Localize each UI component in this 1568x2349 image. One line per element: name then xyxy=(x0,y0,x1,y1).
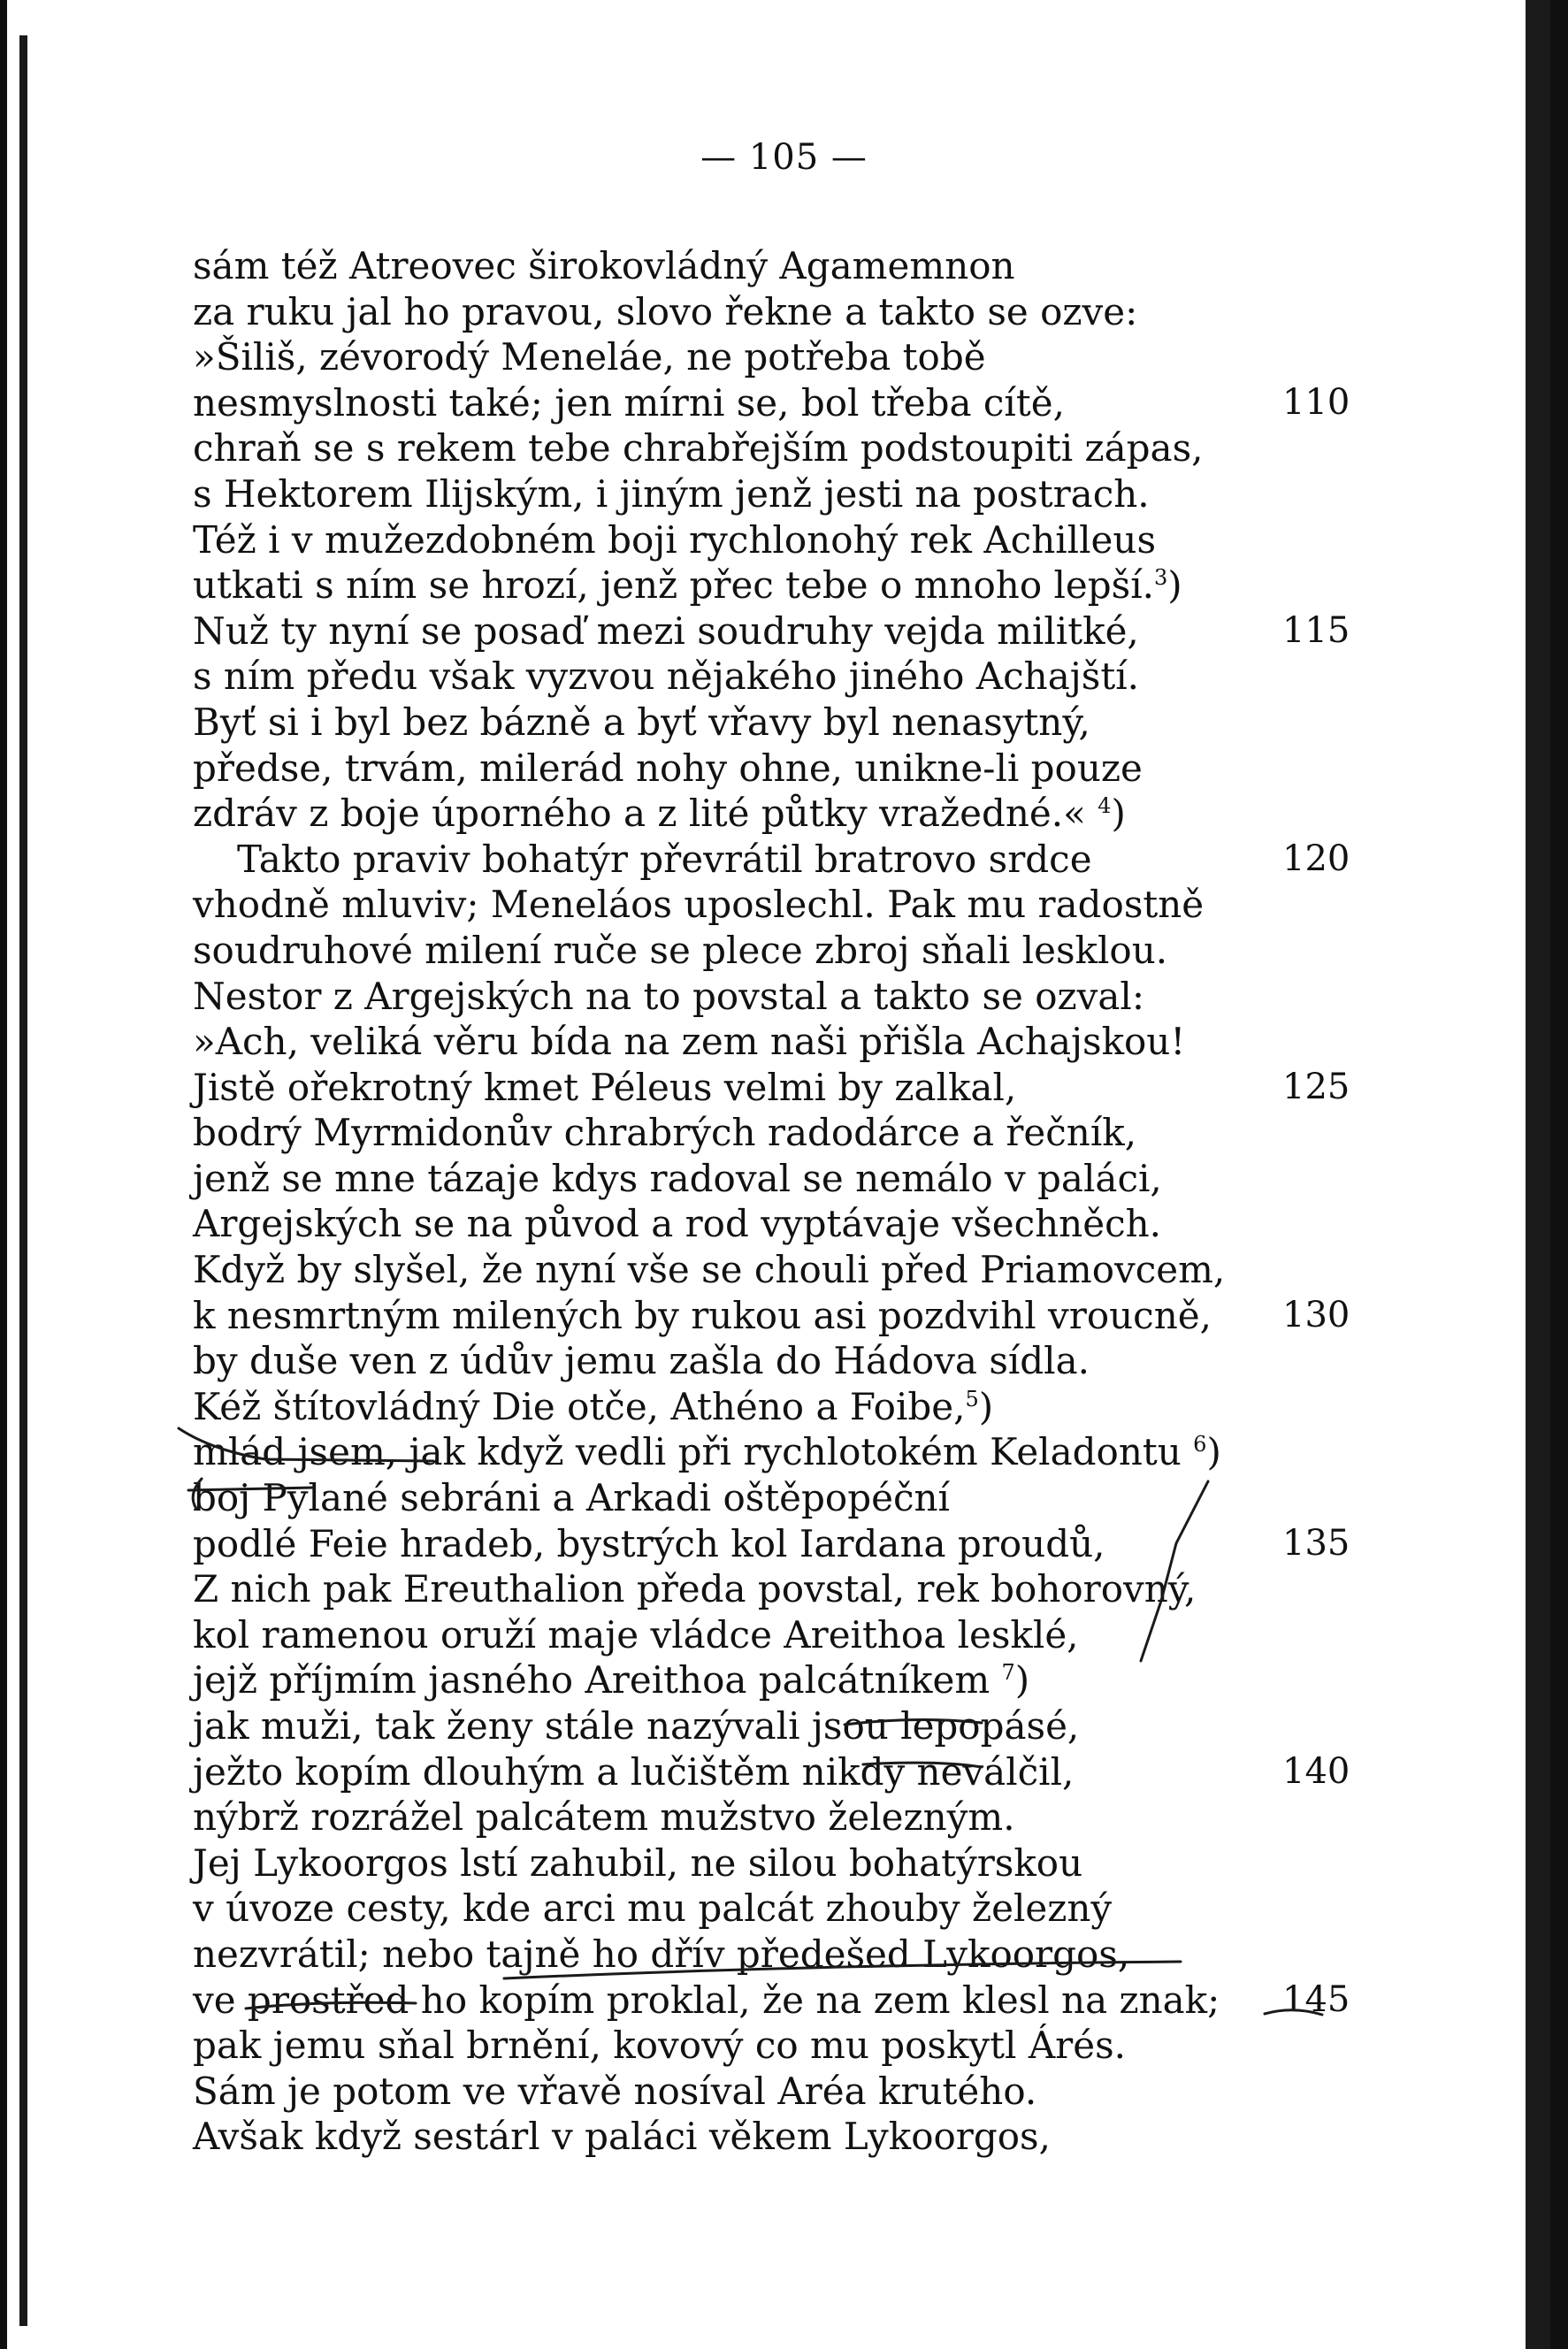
verse-line-text xyxy=(193,792,1126,835)
verse-line xyxy=(193,1019,1369,1065)
verse-text-run: Argejských se na původ a rod vyptávaje všechněch. xyxy=(193,1202,1161,1246)
verse-line-text xyxy=(193,1339,1090,1382)
verse-text-run: mlád jsem, jak když vedli při rychlotokém Keladontu xyxy=(193,1430,1194,1474)
verse-text-run: »Šiliš, zévorodý Meneláe, ne potřeba tobě xyxy=(193,335,986,379)
verse-line-text xyxy=(193,1886,1112,1930)
verse-line xyxy=(193,471,1369,517)
verse-line-text xyxy=(193,1294,1212,1337)
line-number: 135 xyxy=(1282,1522,1350,1564)
verse-line xyxy=(193,1566,1369,1612)
verse-line xyxy=(193,1429,1369,1475)
line-number: 125 xyxy=(1282,1066,1350,1107)
verse-line-text xyxy=(193,746,1143,790)
verse-line-text xyxy=(193,700,1090,744)
verse-line xyxy=(193,974,1369,1020)
verse-text-run: kol ramenou oruží maje vládce Areithoa lesklé, xyxy=(193,1612,1079,1657)
verse-line xyxy=(193,425,1369,471)
verse-line xyxy=(193,1612,1369,1658)
page-number: — 105 — xyxy=(700,137,868,178)
verse-line-text xyxy=(193,1750,1074,1794)
verse-text-run: jejž příjmím jasného Areithoa palcátníkem xyxy=(193,1658,1002,1702)
verse-line xyxy=(193,608,1369,654)
verse-line xyxy=(193,1978,1369,2024)
verse-line-text xyxy=(193,1841,1082,1885)
verse-line xyxy=(193,1293,1369,1339)
verse-text-run: soudruhové milení ruče se plece zbroj sňali lesklou. xyxy=(193,928,1168,972)
verse-text-run: jenž se mne tázaje kdys radoval se nemálo v paláci, xyxy=(193,1156,1162,1200)
verse-text-run: s ním předu však vyzvou nějakého jiného Achajští. xyxy=(193,654,1139,699)
verse-line xyxy=(193,1156,1369,1202)
verse-line-text xyxy=(193,1066,1016,1109)
verse-text-run: ve prostřed ho kopím proklal, že na zem klesl na znak; xyxy=(193,1978,1220,2022)
line-number: 120 xyxy=(1282,838,1350,879)
verse-line xyxy=(193,2114,1369,2160)
footnote-marker: 6 xyxy=(1193,1432,1207,1458)
verse-text-run: podlé Feie hradeb, bystrých kol Iardana proudů, xyxy=(193,1521,1105,1565)
verse-line xyxy=(193,882,1369,928)
verse-text-run: zdráv z boje úporného a z lité půtky vražedné.« xyxy=(193,792,1098,836)
verse-line xyxy=(193,1384,1369,1430)
verse-text-run: Nuž ty nyní se posaď mezi soudruhy vejda militké, xyxy=(193,608,1139,653)
verse-text-run: nýbrž rozrážel palcátem mužstvo železným. xyxy=(193,1795,1015,1840)
page-edge-shadow xyxy=(19,35,27,2326)
verse-line-text xyxy=(193,1795,1015,1839)
verse-line-text xyxy=(193,1704,1079,1748)
verse-text-run: k nesmrtným milených by rukou asi pozdvihl vroucně, xyxy=(193,1293,1212,1337)
verse-line-text xyxy=(193,1658,1029,1702)
verse-line xyxy=(193,334,1369,380)
footnote-paren: ) xyxy=(1206,1430,1221,1474)
verse-text-run: Když by slyšel, že nyní vše se chouli před Priamovcem, xyxy=(193,1248,1226,1292)
verse-line xyxy=(193,1703,1369,1749)
line-number: 110 xyxy=(1282,381,1350,423)
line-number: 145 xyxy=(1282,1978,1350,2020)
verse-line-text xyxy=(193,2070,1036,2113)
verse-line-text xyxy=(193,883,1204,926)
verse-text-run: předse, trvám, milerád nohy ohne, unikne-li pouze xyxy=(193,746,1143,790)
verse-line xyxy=(193,1749,1369,1795)
verse-line xyxy=(193,562,1369,608)
verse-text-run: Byť si i byl bez bázně a byť vřavy byl nenasytný, xyxy=(193,700,1090,744)
verse-line xyxy=(193,243,1369,289)
verse-line-text xyxy=(193,563,1182,607)
footnote-paren: ) xyxy=(978,1384,994,1428)
line-number: 140 xyxy=(1282,1750,1350,1792)
verse-line-text xyxy=(193,1202,1161,1245)
verse-text-run: Avšak když sestárl v paláci věkem Lykoorgos, xyxy=(193,2115,1051,2159)
verse-text-run: v úvoze cesty, kde arci mu palcát zhouby železný xyxy=(193,1886,1113,1931)
verse-line-text xyxy=(193,1157,1162,1200)
verse-line-text xyxy=(193,1932,1129,1976)
verse-text-run: nezvrátil; nebo tajně ho dřív předešed Lykoorgos, xyxy=(193,1932,1130,1976)
verse-line-text xyxy=(193,1567,1196,1611)
verse-text-run: nesmyslnosti také; jen mírni se, bol třeba cítě, xyxy=(193,380,1065,425)
verse-line xyxy=(193,1932,1369,1978)
verse-text-run: Jistě ořekrotný kmet Péleus velmi by zalkal, xyxy=(193,1065,1017,1109)
verse-line xyxy=(193,1521,1369,1567)
verse-text-run: jak muži, tak ženy stále nazývali jsou lepopásé, xyxy=(193,1704,1080,1748)
verse-line-text xyxy=(193,1476,950,1519)
verse-line xyxy=(193,1065,1369,1111)
verse-line xyxy=(193,1657,1369,1703)
verse-line-text xyxy=(193,654,1139,698)
verse-text-run: by duše ven z údův jemu zašla do Hádova sídla. xyxy=(193,1339,1090,1383)
verse-line-text xyxy=(193,2024,1126,2067)
footnote-paren: ) xyxy=(1111,792,1126,836)
verse-text-run: ježto kopím dlouhým a lučištěm nikdy neválčil, xyxy=(193,1749,1075,1794)
footnote-marker: 3 xyxy=(1154,565,1168,591)
verse-line xyxy=(193,289,1369,335)
verse-line xyxy=(193,380,1369,426)
verse-line-text xyxy=(193,1430,1221,1473)
verse-line-text xyxy=(193,1978,1220,2022)
verse-line xyxy=(193,791,1369,837)
verse-text-run: Jej Lykoorgos lstí zahubil, ne silou bohatýrskou xyxy=(193,1840,1083,1885)
verse-line xyxy=(193,1247,1369,1293)
verse-line xyxy=(193,1110,1369,1156)
verse-line xyxy=(193,2069,1369,2115)
verse-text-run: Takto praviv bohatýr převrátil bratrovo srdce xyxy=(237,837,1092,881)
verse-line xyxy=(193,837,1369,883)
footnote-paren: ) xyxy=(1014,1658,1030,1702)
verse-line-text xyxy=(193,290,1137,333)
verse-line-text xyxy=(193,1111,1136,1154)
verse-line xyxy=(193,1794,1369,1840)
verse-line-text xyxy=(193,929,1167,972)
verse-line xyxy=(193,1886,1369,1932)
verse-line xyxy=(193,654,1369,700)
verse-text-run: Též i v mužezdobném boji rychlonohý rek Achilleus xyxy=(193,517,1157,562)
verse-text-run: Z nich pak Ereuthalion předa povstal, rek bohorovný, xyxy=(193,1567,1197,1611)
verse-line-text xyxy=(193,1613,1079,1657)
verse-line-text xyxy=(193,1248,1225,1291)
verse-line-text xyxy=(193,609,1139,653)
verse-text-run: boj Pylané sebráni a Arkadi oštěpopéční xyxy=(193,1476,950,1520)
verse-text-run: chraň se s rekem tebe chrabřejším podstoupiti zápas, xyxy=(193,426,1204,471)
verse-line xyxy=(193,746,1369,792)
verse-text-run: bodrý Myrmidonův chrabrých radodárce a řečník, xyxy=(193,1111,1137,1155)
footnote-marker: 5 xyxy=(965,1386,979,1412)
verse-line-text xyxy=(193,838,1092,881)
verse-line xyxy=(193,928,1369,974)
page-edge-shadow-right xyxy=(1526,0,1550,2349)
verse-line-text xyxy=(193,381,1065,425)
verse-line-text xyxy=(193,2115,1051,2158)
verse-line xyxy=(193,1840,1369,1886)
verse-line-text xyxy=(193,975,1144,1018)
verse-text-run: pak jemu sňal brnění, kovový co mu poskytl Árés. xyxy=(193,2024,1126,2068)
verse-line-text xyxy=(193,1522,1105,1565)
verse-line-text xyxy=(193,335,986,379)
verse-line-text xyxy=(193,472,1150,516)
verse-line xyxy=(193,1338,1369,1384)
verse-line-text xyxy=(193,1385,993,1428)
footnote-marker: 4 xyxy=(1098,793,1112,819)
verse-text-run: Nestor z Argejských na to povstal a takto se ozval: xyxy=(193,974,1144,1018)
verse-line xyxy=(193,2023,1369,2069)
verse-line-text xyxy=(193,244,1015,287)
verse-line xyxy=(193,1201,1369,1247)
verse-text-run: Kéž štítovládný Die otče, Athéno a Foibe, xyxy=(193,1384,966,1428)
verse-text-run: utkati s ním se hrozí, jenž přec tebe o mnoho lepší. xyxy=(193,563,1154,608)
verse-line-text xyxy=(193,1020,1185,1063)
line-number: 130 xyxy=(1282,1294,1350,1335)
verse-line xyxy=(193,700,1369,746)
verse-text-run: sám též Atreovec širokovládný Agamemnon xyxy=(193,244,1015,287)
verse-text xyxy=(193,243,1369,2160)
line-number: 115 xyxy=(1282,609,1350,651)
verse-line xyxy=(193,1475,1369,1521)
verse-text-run: za ruku jal ho pravou, slovo řekne a takto se ozve: xyxy=(193,289,1138,333)
verse-line xyxy=(193,517,1369,563)
verse-line-text xyxy=(193,426,1204,470)
footnote-paren: ) xyxy=(1167,563,1182,608)
verse-line-text xyxy=(193,518,1156,562)
footnote-marker: 7 xyxy=(1001,1660,1015,1686)
verse-text-run: vhodně mluviv; Meneláos uposlechl. Pak mu radostně xyxy=(193,883,1205,927)
verse-text-run: s Hektorem Ilijským, i jiným jenž jesti na postrach. xyxy=(193,471,1150,516)
verse-text-run: »Ach, veliká věru bída na zem naši přišla Achajskou! xyxy=(193,1020,1186,1064)
verse-text-run: Sám je potom ve vřavě nosíval Aréa krutého. xyxy=(193,2069,1037,2113)
